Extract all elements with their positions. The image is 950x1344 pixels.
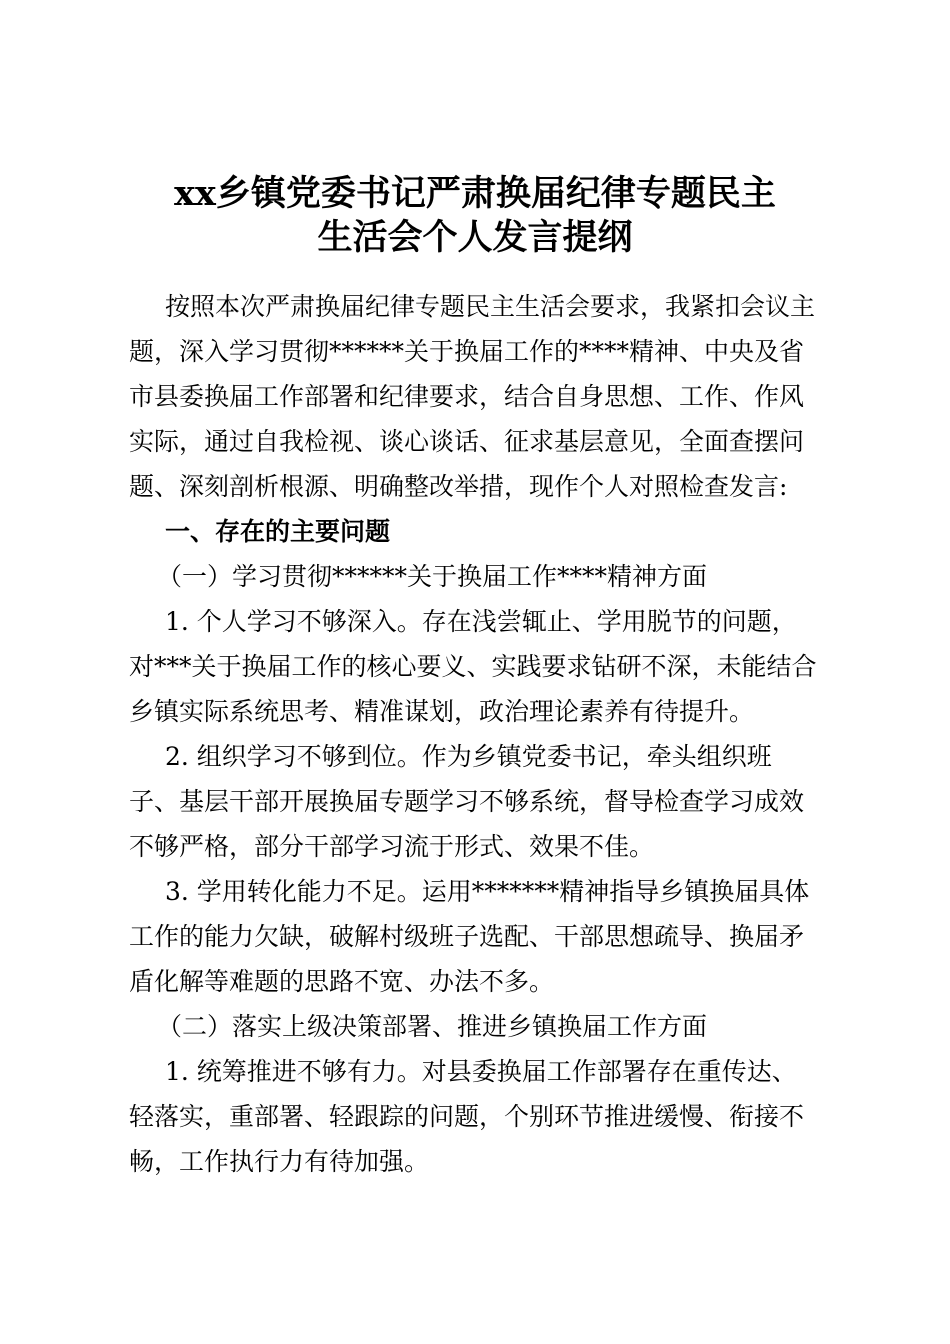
item-paragraph-2-1 <box>129 1049 829 1184</box>
item-line: 畅，工作执行力有待加强。 <box>129 1147 430 1176</box>
document-title-line-2: 生活会个人发言提纲 <box>317 217 633 258</box>
subsection-heading-implementation: （二）落实上级决策部署、推进乡镇换届工作方面 <box>157 1012 708 1041</box>
item-paragraph-1-1 <box>129 599 829 734</box>
section-heading-problems: 一、存在的主要问题 <box>165 517 391 546</box>
item-line: 1. 个人学习不够深入。存在浅尝辄止、学用脱节的问题， <box>165 607 797 636</box>
item-paragraph-1-3 <box>129 869 829 1004</box>
intro-line: 题，深入学习贯彻******关于换届工作的****精神、中央及省 <box>129 337 805 366</box>
item-line: 工作的能力欠缺，破解村级班子选配、干部思想疏导、换届矛 <box>129 922 805 951</box>
intro-line: 题、深刻剖析根源、明确整改举措，现作个人对照检查发言: <box>129 472 788 501</box>
item-line: 对***关于换届工作的核心要义、实践要求钻研不深，未能结合 <box>129 652 817 681</box>
item-line: 1. 统筹推进不够有力。对县委换届工作部署存在重传达、 <box>165 1057 797 1086</box>
intro-line: 市县委换届工作部署和纪律要求，结合自身思想、工作、作风 <box>129 382 805 411</box>
item-line: 盾化解等难题的思路不宽、办法不多。 <box>129 967 555 996</box>
item-line: 子、基层干部开展换届专题学习不够系统，督导检查学习成效 <box>129 787 805 816</box>
subsection-heading-study: （一）学习贯彻******关于换届工作****精神方面 <box>157 562 708 591</box>
document-body <box>129 284 829 1184</box>
intro-line: 实际，通过自我检视、谈心谈话、征求基层意见，全面查摆问 <box>129 427 805 456</box>
item-line: 3. 学用转化能力不足。运用*******精神指导乡镇换届具体 <box>165 877 810 906</box>
item-line: 2. 组织学习不够到位。作为乡镇党委书记，牵头组织班 <box>165 742 772 771</box>
item-line: 轻落实，重部署、轻跟踪的问题，个别环节推进缓慢、衔接不 <box>129 1102 805 1131</box>
intro-line: 按照本次严肃换届纪律专题民主生活会要求，我紧扣会议主 <box>165 292 816 321</box>
document-title-line-1: xx乡镇党委书记严肃换届纪律专题民主 <box>174 173 776 214</box>
item-line: 不够严格，部分干部学习流于形式、效果不佳。 <box>129 832 655 861</box>
item-line: 乡镇实际系统思考、精准谋划，政治理论素养有待提升。 <box>129 697 755 726</box>
intro-paragraph <box>129 284 829 509</box>
item-paragraph-1-2 <box>129 734 829 869</box>
